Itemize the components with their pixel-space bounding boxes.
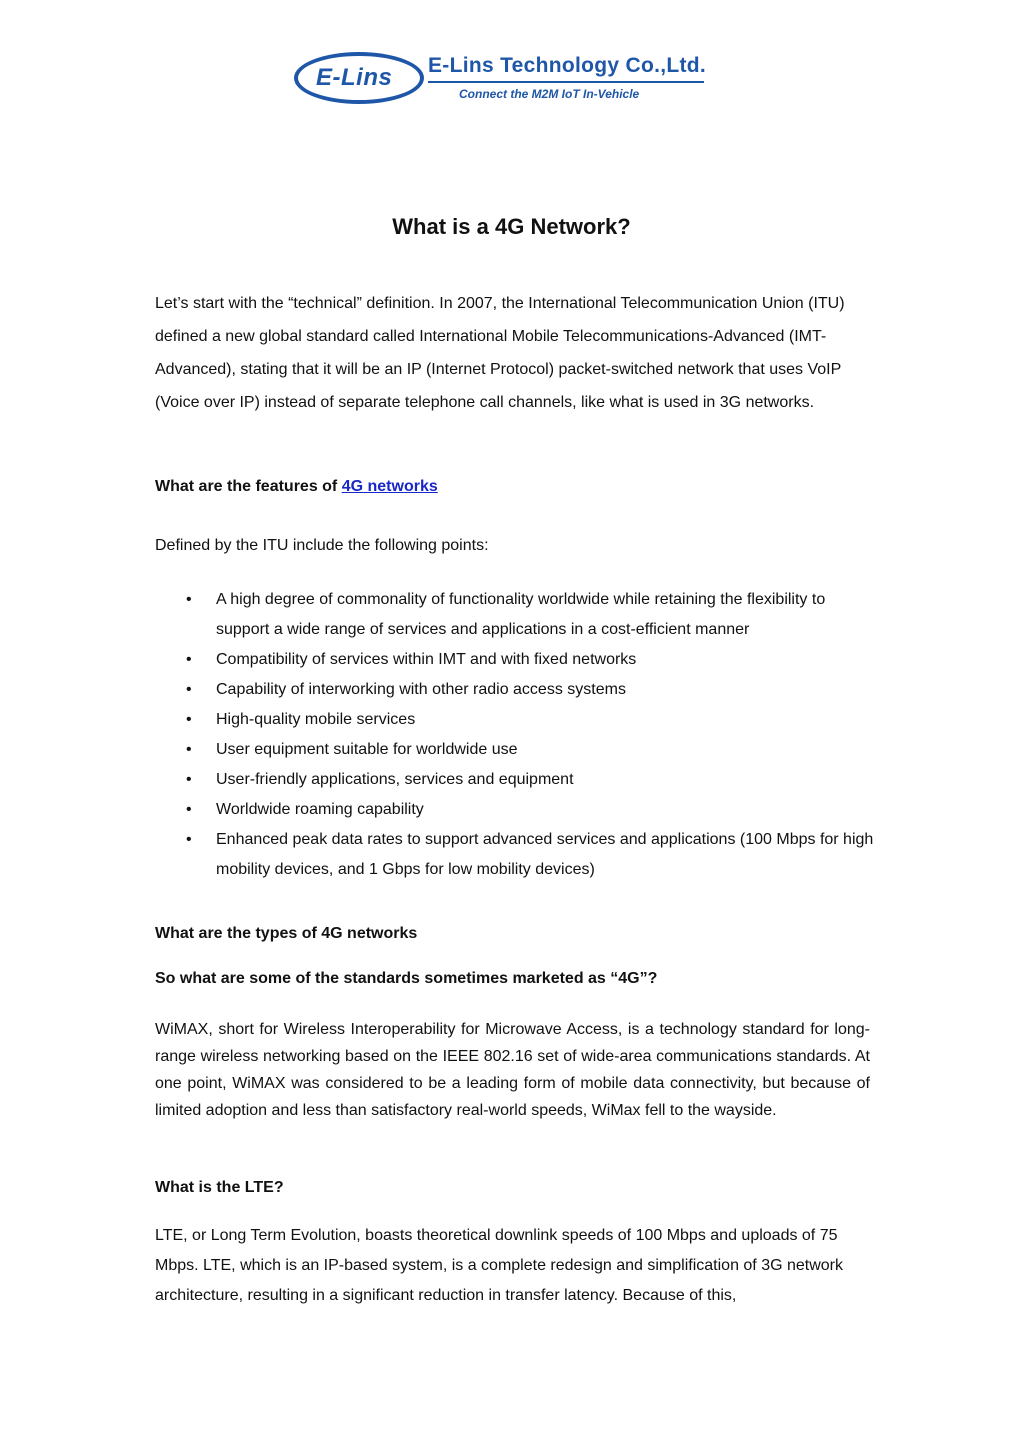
logo-tagline: Connect the M2M IoT In-Vehicle bbox=[459, 87, 640, 101]
list-item: • Compatibility of services within IMT and with fixed networks bbox=[216, 645, 876, 675]
standards-heading: So what are some of the standards sometimes marketed as “4G”? bbox=[155, 970, 658, 987]
list-item: • Enhanced peak data rates to support advanced services and applications (100 Mbps for high mobility devices, and 1 Gbps for low mobility devices) bbox=[216, 825, 876, 885]
logo-mark: E-Lins bbox=[316, 64, 393, 91]
list-item: • A high degree of commonality of functionality worldwide while retaining the flexibility to support a wide range of services and applications in a cost-efficient manner bbox=[216, 585, 876, 645]
logo-company-name: E-Lins Technology Co.,Ltd. bbox=[428, 54, 707, 77]
features-heading bbox=[155, 478, 438, 496]
intro-paragraph: Let’s start with the “technical” definition. In 2007, the International Telecommunication Union (ITU) defined a new global standard called International Mobile Telecommunications-Advanced (IMT-Advanced), stating that it will be an IP (Internet Protocol) packet-switched network that uses VoIP (Voice over IP) instead of separate telephone call channels, like what is used in 3G networks. bbox=[155, 295, 845, 411]
logo-divider bbox=[428, 81, 704, 83]
lte-paragraph: LTE, or Long Term Evolution, boasts theoretical downlink speeds of 100 Mbps and uploads of 75 Mbps. LTE, which is an IP-based system, is a complete redesign and simplification of 3G network architecture, resulting in a significant reduction in transfer latency. Because of this, bbox=[155, 1227, 844, 1304]
wimax-paragraph: WiMAX, short for Wireless Interoperability for Microwave Access, is a technology standard for long-range wireless networking based on the IEEE 802.16 set of wide-area communications standards. At one point, WiMAX was considered to be a leading form of mobile data connectivity, but because of limited adoption and less than satisfactory real-world speeds, WiMax fell to the wayside. bbox=[155, 1021, 870, 1119]
lte-heading: What is the LTE? bbox=[155, 1179, 284, 1196]
list-item: • User-friendly applications, services and equipment bbox=[216, 765, 876, 795]
features-intro: Defined by the ITU include the following points: bbox=[155, 537, 489, 554]
list-item: • User equipment suitable for worldwide use bbox=[216, 735, 876, 765]
types-heading: What are the types of 4G networks bbox=[155, 925, 418, 942]
list-item: • Worldwide roaming capability bbox=[216, 795, 876, 825]
4g-networks-link[interactable]: 4G networks bbox=[341, 478, 438, 495]
list-item: • High-quality mobile services bbox=[216, 705, 876, 735]
company-logo bbox=[294, 50, 714, 108]
features-heading-text: What are the features of bbox=[155, 478, 342, 495]
features-list bbox=[216, 585, 876, 885]
list-item: • Capability of interworking with other radio access systems bbox=[216, 675, 876, 705]
page-title: What is a 4G Network? bbox=[392, 214, 631, 239]
